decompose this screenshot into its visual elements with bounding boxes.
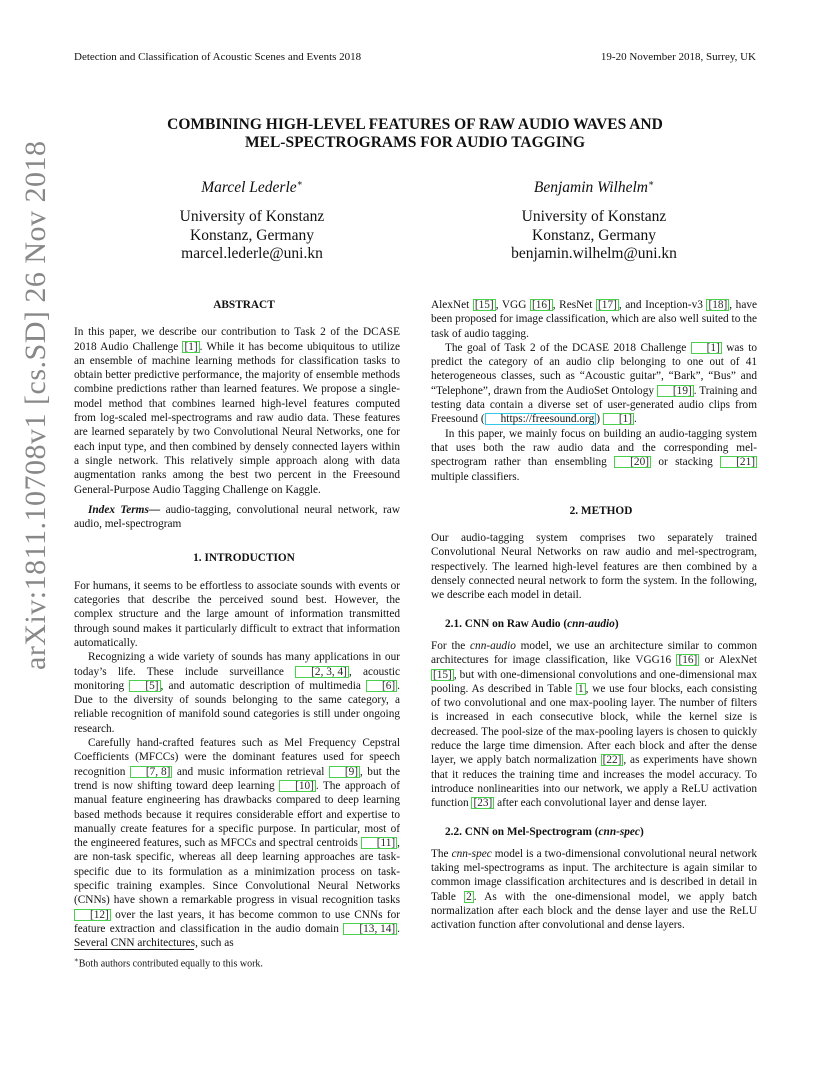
citation-link[interactable]: [15] [474,299,494,311]
citation-link[interactable]: [10] [279,780,316,792]
paper-title [74,116,756,152]
freesound-url-link[interactable]: https://freesound.org [485,413,597,425]
task-paragraph: The goal of Task 2 of the DCASE 2018 Challenge [1] was to predict the category of an audio clip belonging to one out of 41 heterogeneous classes, such as “Acoustic guitar”, “Bark”, “Bus” and “Telephone”, drawn from the AudioSet Ontology [19] . Training and testing data contain a diverse set of user-generated audio clips from Freesound ( https://freesound.org ) [1] . [431,341,757,426]
left-column [74,298,400,950]
citation-link[interactable]: [12] [74,909,111,921]
citation-link[interactable]: [19] [657,385,694,397]
index-terms: Index Terms— audio-tagging, convolutional neural network, raw audio, mel-spectrogram [74,503,400,531]
author-block-2 [444,174,744,264]
citation-link[interactable]: [23] [473,797,493,810]
title-line-2: MEL-SPECTROGRAMS FOR AUDIO TAGGING [244,134,586,151]
citation-link[interactable]: [16] [531,299,551,311]
citation-link[interactable]: [16] [678,654,698,667]
arxiv-identifier: arXiv:1811.10708v1 [cs.SD] 26 Nov 2018 [19,140,52,670]
introduction-heading: 1. INTRODUCTION [193,552,295,565]
cnn-audio-paragraph: For the cnn-audio model, we use an architecture similar to common architectures for image classification, like VGG16 [16] or AlexNet [15] , but with one-dimensional convolutions and one-dimensional max pooling. As described in Table 1 , we use four blocks, each consisting of two convolutional and one max-pooling layer. The number of filters is increased in each consecutive block, while the kernel size is decreased. The pool-size of the max-pooling layers is chosen to quickly reduce the large time dimension. After each block and after the dense layer, we apply batch normalization [22] , as experiments have shown that it reduces the training time and increases the model accuracy. To introduce nonlinearities into our network, we apply a ReLU activation function [23] after each convolutional layer and dense layer. [431,639,757,810]
author-name: Marcel Lederle∗ [201,178,303,197]
right-column [431,298,757,933]
citation-link[interactable]: [11] [361,837,397,849]
table-reference-link[interactable]: 2 [466,890,472,903]
citation-link[interactable]: [18] [708,299,728,311]
citation-link[interactable]: [17] [598,299,617,311]
citation-link[interactable]: [22] [602,754,622,767]
subsection-heading-cnn-audio: 2.1. CNN on Raw Audio (cnn-audio) [445,617,619,630]
footnote-mark: ∗ [296,178,303,188]
author-location: Konstanz, Germany [190,226,314,244]
method-paragraph: Our audio-tagging system comprises two separately trained Convolutional Neural Networks on raw audio and mel-spectrogram, respectively. The learned high-level features are then combined by a densely connected neural network to form the system. In the following, we describe each model in detail. [431,532,757,602]
author-affiliation: University of Konstanz [521,208,667,225]
citation-link[interactable]: [1] [691,342,722,354]
author-block-1 [102,174,402,264]
running-header-left: Detection and Classification of Acoustic Scenes and Events 2018 [74,51,362,63]
related-paragraph: AlexNet [15] , VGG [16] , ResNet [17] , and Inception-v3 [18] , have been proposed for image classification, which are also well suited to the task of audio tagging. [431,299,758,340]
author-name: Benjamin Wilhelm∗ [533,178,655,197]
intro-paragraph-1: For humans, it seems to be effortless to associate sounds with events or categories that describe the perceived sound best. However, the complex structure and the large amount of information transmitted through sound makes it particularly difficult to extract that information automatically. [74,579,400,649]
abstract-text: In this paper, we describe our contribution to Task 2 of the DCASE 2018 Audio Challenge [1] . While it has become ubiquitous to utilize an ensemble of machine learning methods for classification tasks to obtain better predictive performance, the majority of ensemble methods combine predictions rather than learned features. We propose a single-model method that combines learned high-level features computed from log-scaled mel-spectrograms and raw audio data. These features are learned separately by two Convolutional Neural Networks, one for each input type, and then combined by densely connected layers within a single network. This relatively simple approach along with data augmentation ranks among the best two percent in the Freesound General-Purpose Audio Tagging Challenge on Kaggle. [74,326,400,496]
citation-link[interactable]: [21] [720,456,757,468]
author-email: marcel.lederle@uni.kn [181,245,323,262]
author-location: Konstanz, Germany [532,226,656,244]
intro-paragraph-3: Carefully hand-crafted features such as Mel Frequency Cepstral Coefficients (MFCCs) were the dominant features used for speech recognition [7, 8] and music information retrieval [9] , but the trend is now shifting toward deep learning [10] . The approach of manual feature engineering has drawbacks compared to deep learning based methods because it requires considerable effort and expertise to manually create features for a specific purpose. In particular, most of the engineered features, such as MFCCs and spectral centroids [11] , are non-task specific, whereas all deep learning approaches are task-specific due to its formulation as a minimization process on task-specific training examples. Since Convolutional Neural Networks (CNNs) have shown a remarkable progress in visual recognition tasks [12] over the last years, it has become common to use CNNs for feature extraction and classification in the audio domain [13, 14] . Several CNN architectures, such as [74,737,401,950]
author-affiliation: University of Konstanz [179,208,325,225]
citation-link[interactable]: [13, 14] [343,923,397,935]
citation-link[interactable]: [1] [603,413,634,425]
citation-link[interactable]: [9] [329,766,360,778]
footnote-rule [74,949,194,950]
citation-link[interactable]: [7, 8] [130,766,172,778]
abstract-heading: ABSTRACT [213,299,275,311]
running-header-right: 19-20 November 2018, Surrey, UK [600,51,756,63]
focus-paragraph: In this paper, we mainly focus on building an audio-tagging system that uses both the raw audio data and the corresponding mel-spectrogram rather than ensembling [20] or stacking [21] multiple classifiers. [431,427,757,483]
subsection-heading-cnn-spec: 2.2. CNN on Mel-Spectrogram (cnn-spec) [445,825,644,838]
citation-link[interactable]: [2, 3, 4] [295,666,349,678]
title-line-1: COMBINING HIGH-LEVEL FEATURES OF RAW AUDIO WAVES AND [167,116,663,133]
citation-link[interactable]: [15] [433,668,452,681]
author-email: benjamin.wilhelm@uni.kn [511,245,677,262]
citation-link[interactable]: [6] [366,680,397,692]
citation-link[interactable]: [5] [129,680,160,692]
citation-link[interactable]: [1] [184,340,198,353]
citation-link[interactable]: [20] [614,456,651,468]
intro-paragraph-2: Recognizing a wide variety of sounds has many applications in our today’s life. These include surveillance [2, 3, 4] , acoustic monitoring [5] , and automatic description of multimedia [6] . Due to the diversity of sounds belonging to the same category, a reliable recognition of manifold sound categories is still under ongoing research. [74,651,400,735]
footnote-mark: ∗ [647,178,655,188]
footnote: ∗Both authors contributed equally to this work. [74,956,263,970]
method-heading: 2. METHOD [569,504,633,517]
cnn-spec-paragraph: The cnn-spec model is a two-dimensional convolutional neural network taking mel-spectrograms as input. The architecture is again similar to common image classification architectures and is described in detail in Table 2 . As with the one-dimensional model, we apply batch normalization after each block and the dense layer and use the ReLU activation function after convolutional and dense layers. [431,847,757,932]
table-reference-link[interactable]: 1 [577,682,584,695]
